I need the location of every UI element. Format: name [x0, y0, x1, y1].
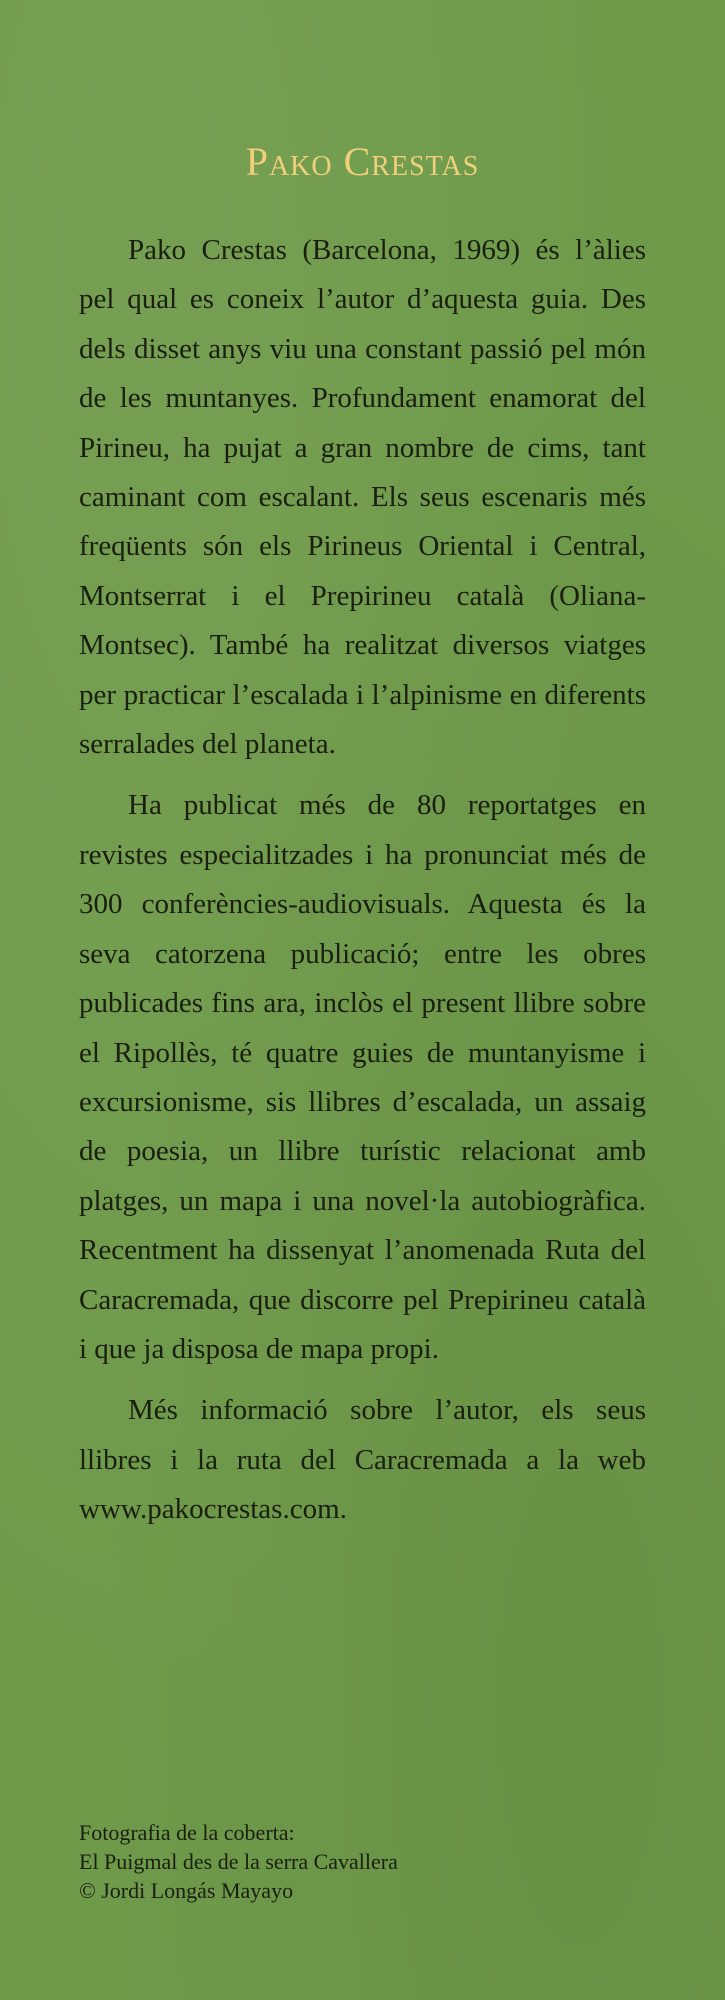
- author-biography: [79, 226, 646, 1547]
- author-name-heading: Pako Crestas: [245, 139, 480, 184]
- biography-paragraph-1: Pako Crestas (Barcelona, 1969) és l’àlies pel qual es coneix l’autor d’aquesta guia. Des dels disset anys viu una constant passió pel món de les muntanyes. Profundament enamorat del Pirineu, ha pujat a gran nombre de cims, tant caminant com escalant. Els seus escenaris més freqüents són els Pirineus Oriental i Central, Montserrat i el Prepirineu català (Oliana-Montsec). També ha realitzat diversos viatges per practicar l’escalada i l’alpinisme en diferents serralades del planeta.: [79, 234, 646, 761]
- biography-paragraph-3: Més informació sobre l’autor, els seus llibres i la ruta del Caracremada a la web www.pakocrestas.com.: [79, 1394, 646, 1526]
- credits-photographer: © Jordi Longás Mayayo: [79, 1878, 294, 1903]
- biography-paragraph-2: Ha publicat més de 80 reportatges en revistes especialitzades i ha pronunciat més de 300 conferències-audiovisuals. Aquesta és la seva catorzena publicació; entre les obres publicades fins ara, inclòs el present llibre sobre el Ripollès, té quatre guies de muntanyisme i excursionisme, sis llibres d’escalada, un assaig de poesia, un llibre turístic relacionat amb platges, un mapa i una novel·la autobiogràfica. Recentment ha dissenyat l’anomenada Ruta del Caracremada, que discorre pel Prepirineu català i que ja disposa de mapa propi.: [79, 789, 646, 1365]
- credits-photo-subject: El Puigmal des de la serra Cavallera: [79, 1849, 398, 1874]
- credits-caption-label: Fotografia de la coberta:: [79, 1820, 295, 1845]
- cover-photo-credits: [79, 1818, 639, 1905]
